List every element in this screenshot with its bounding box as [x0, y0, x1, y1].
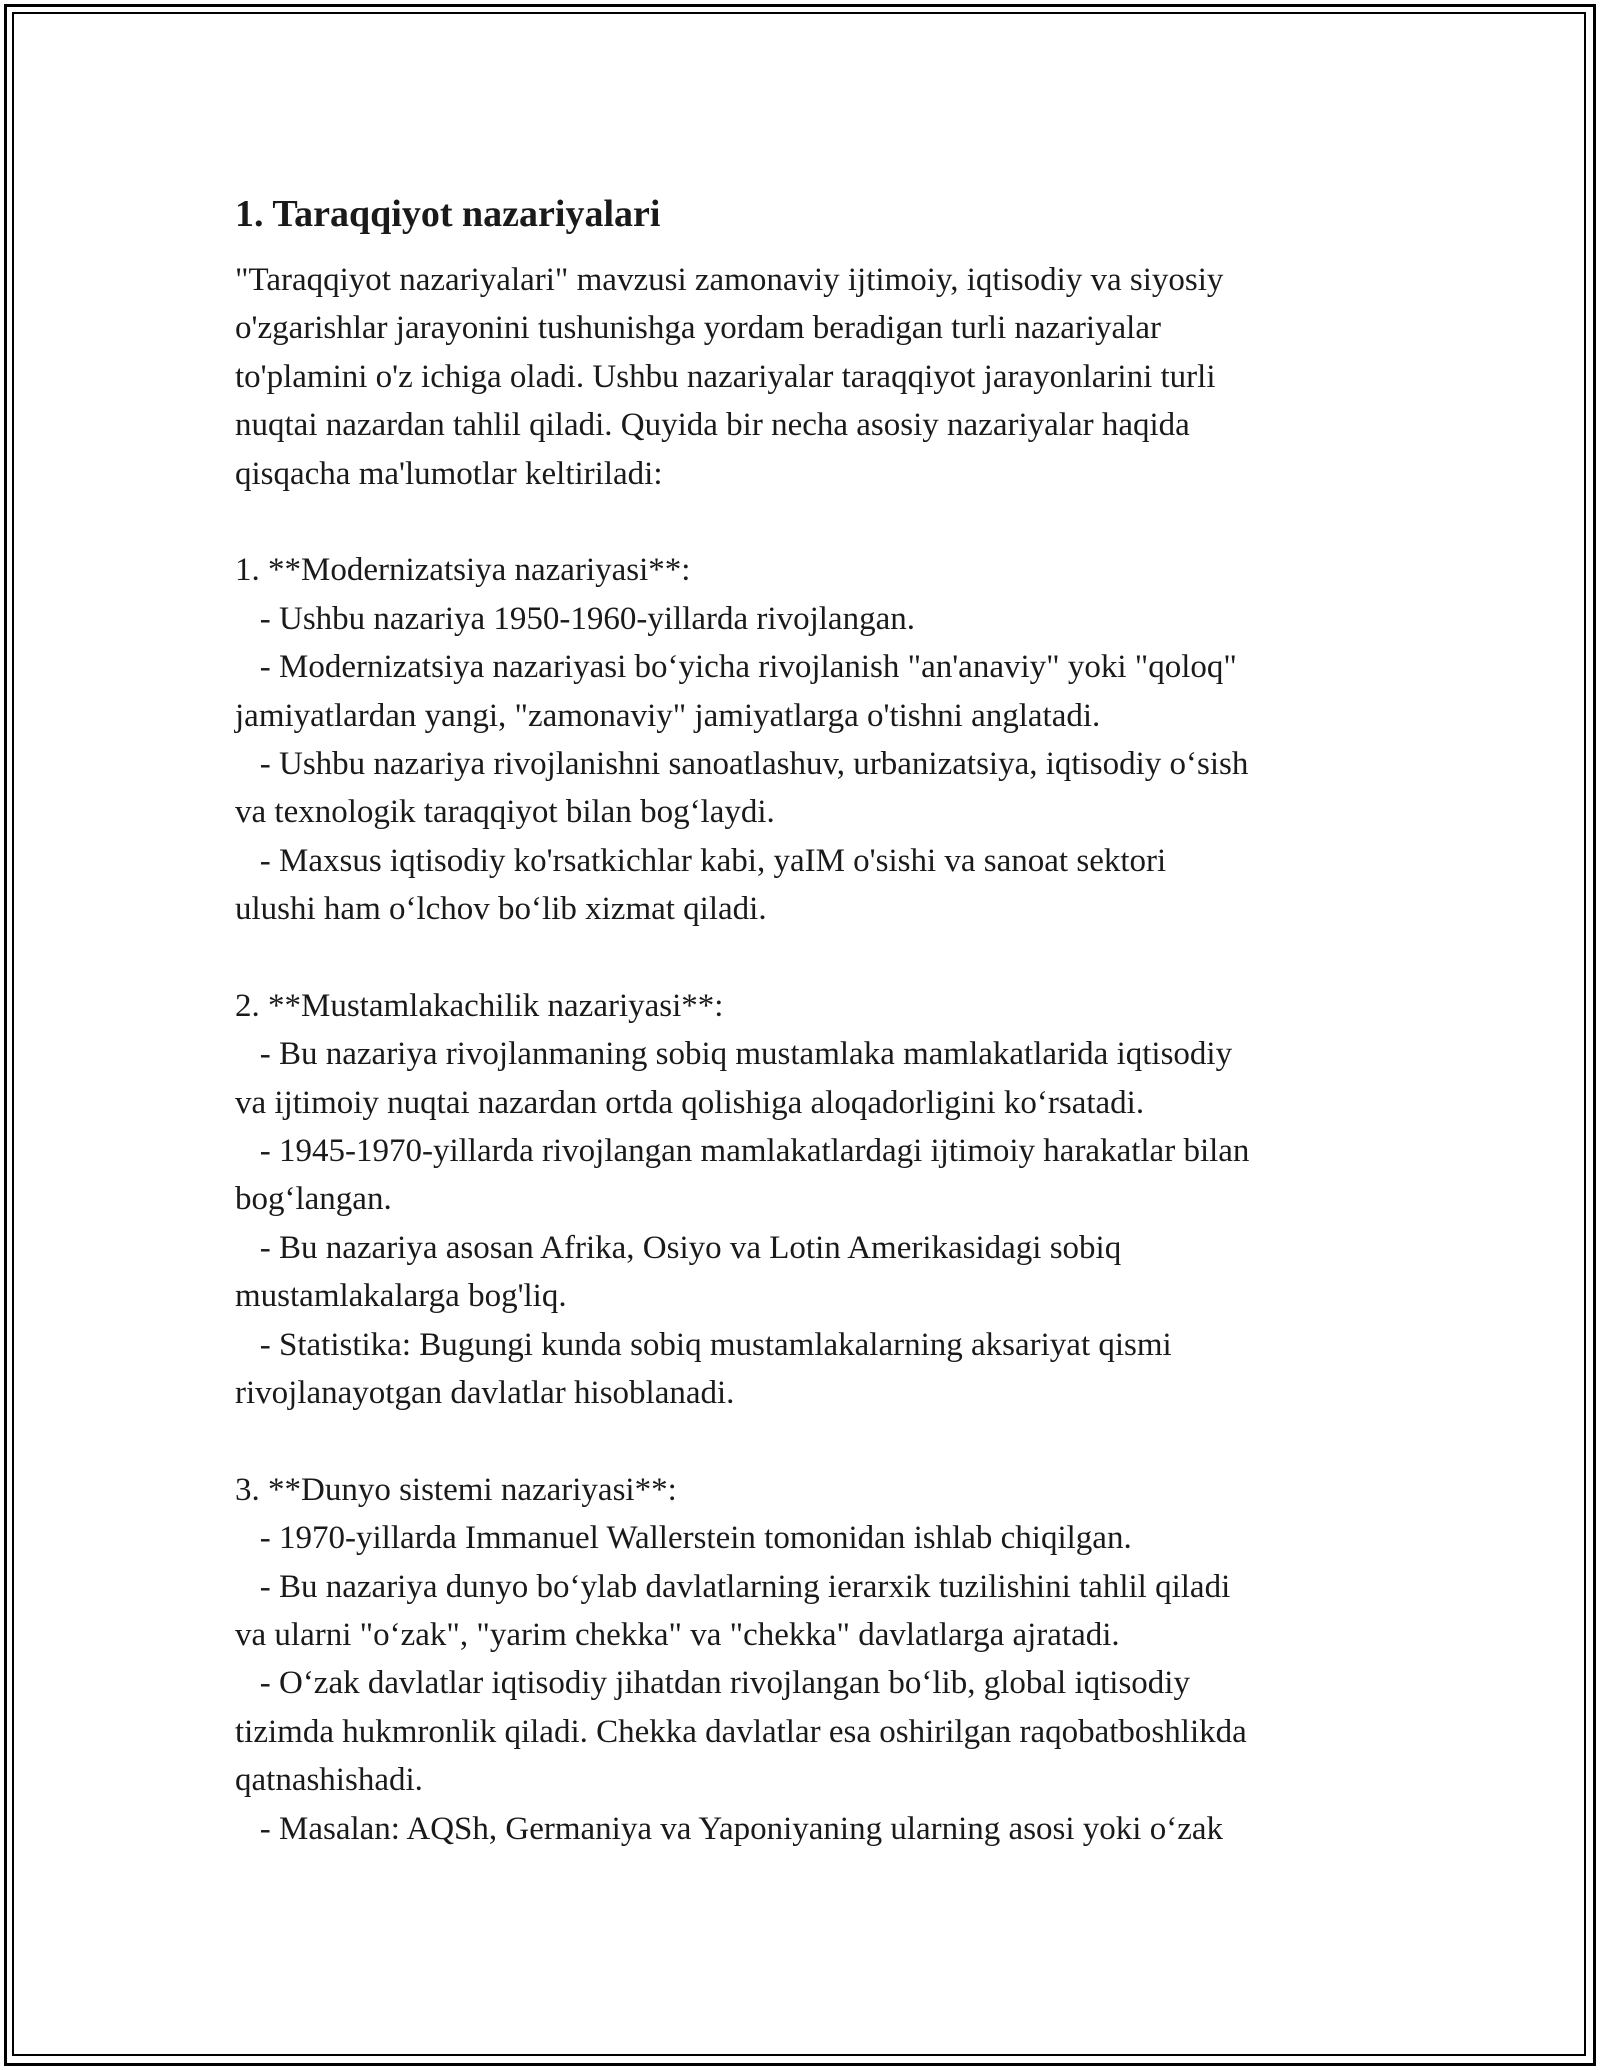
text-line: - Statistika: Bugungi kunda sobiq mustamlakalarning aksariyat qismi: [235, 1326, 1172, 1363]
text-line: - O‘zak davlatlar iqtisodiy jihatdan rivojlangan bo‘lib, global iqtisodiy: [235, 1665, 1190, 1702]
text-line: qisqacha ma'lumotlar keltiriladi:: [235, 455, 663, 492]
text-line: va ularni "o‘zak", "yarim chekka" va "chekka" davlatlarga ajratadi.: [235, 1616, 1120, 1653]
text-line: o'zgarishlar jarayonini tushunishga yordam beradigan turli nazariyalar: [235, 310, 1161, 347]
blank-line: [235, 933, 1395, 981]
text-line: - Ushbu nazariya rivojlanishni sanoatlashuv, urbanizatsiya, iqtisodiy o‘sish: [235, 745, 1249, 782]
text-line: - Bu nazariya rivojlanmaning sobiq mustamlaka mamlakatlarida iqtisodiy: [235, 1036, 1233, 1073]
text-line: nuqtai nazardan tahlil qiladi. Quyida bir necha asosiy nazariyalar haqida: [235, 407, 1190, 444]
text-line: va texnologik taraqqiyot bilan bog‘laydi.: [235, 794, 775, 831]
text-line: - Modernizatsiya nazariyasi bo‘yicha rivojlanish "an'anaviy" yoki "qoloq": [235, 649, 1237, 686]
text-line: - 1970-yillarda Immanuel Wallerstein tomonidan ishlab chiqilgan.: [235, 1520, 1132, 1557]
blank-line: [235, 498, 1395, 546]
text-line: - Bu nazariya dunyo bo‘ylab davlatlarning ierarxik tuzilishini tahlil qiladi: [235, 1568, 1231, 1605]
document-body: [235, 188, 1395, 1853]
text-line: "Taraqqiyot nazariyalari" mavzusi zamonaviy ijtimoiy, iqtisodiy va siyosiy: [235, 262, 1224, 298]
text-line: jamiyatlardan yangi, "zamonaviy" jamiyatlarga o'tishni anglatadi.: [235, 697, 1101, 734]
blank-line: [235, 1417, 1395, 1465]
text-line: tizimda hukmronlik qiladi. Chekka davlatlar esa oshirilgan raqobatboshlikda: [235, 1713, 1247, 1750]
text-line: - Maxsus iqtisodiy ko'rsatkichlar kabi, yaIM o'sishi va sanoat sektori: [235, 842, 1167, 879]
text-line: 2. **Mustamlakachilik nazariyasi**:: [235, 987, 724, 1024]
text-line: 1. **Modernizatsiya nazariyasi**:: [235, 552, 691, 589]
text-line: mustamlakalarga bog'liq.: [235, 1278, 567, 1315]
section-heading: 1. Taraqqiyot nazariyalari: [235, 193, 661, 235]
body-text: [235, 256, 1395, 1853]
text-line: bog‘langan.: [235, 1181, 392, 1218]
text-line: - Ushbu nazariya 1950-1960-yillarda rivojlangan.: [235, 600, 915, 637]
text-line: to'plamini o'z ichiga oladi. Ushbu nazariyalar taraqqiyot jarayonlarini turli: [235, 358, 1216, 395]
text-line: ulushi ham o‘lchov bo‘lib xizmat qiladi.: [235, 891, 767, 928]
text-line: - 1945-1970-yillarda rivojlangan mamlakatlardagi ijtimoiy harakatlar bilan: [235, 1133, 1250, 1170]
text-line: rivojlanayotgan davlatlar hisoblanadi.: [235, 1374, 735, 1411]
text-line: - Bu nazariya asosan Afrika, Osiyo va Lotin Amerikasidagi sobiq: [235, 1229, 1122, 1266]
text-line: va ijtimoiy nuqtai nazardan ortda qolishiga aloqadorligini ko‘rsatadi.: [235, 1084, 1145, 1121]
text-line: qatnashishadi.: [235, 1762, 423, 1799]
text-line: - Masalan: AQSh, Germaniya va Yaponiyaning ularning asosi yoki o‘zak: [235, 1810, 1224, 1847]
text-line: 3. **Dunyo sistemi nazariyasi**:: [235, 1471, 677, 1508]
